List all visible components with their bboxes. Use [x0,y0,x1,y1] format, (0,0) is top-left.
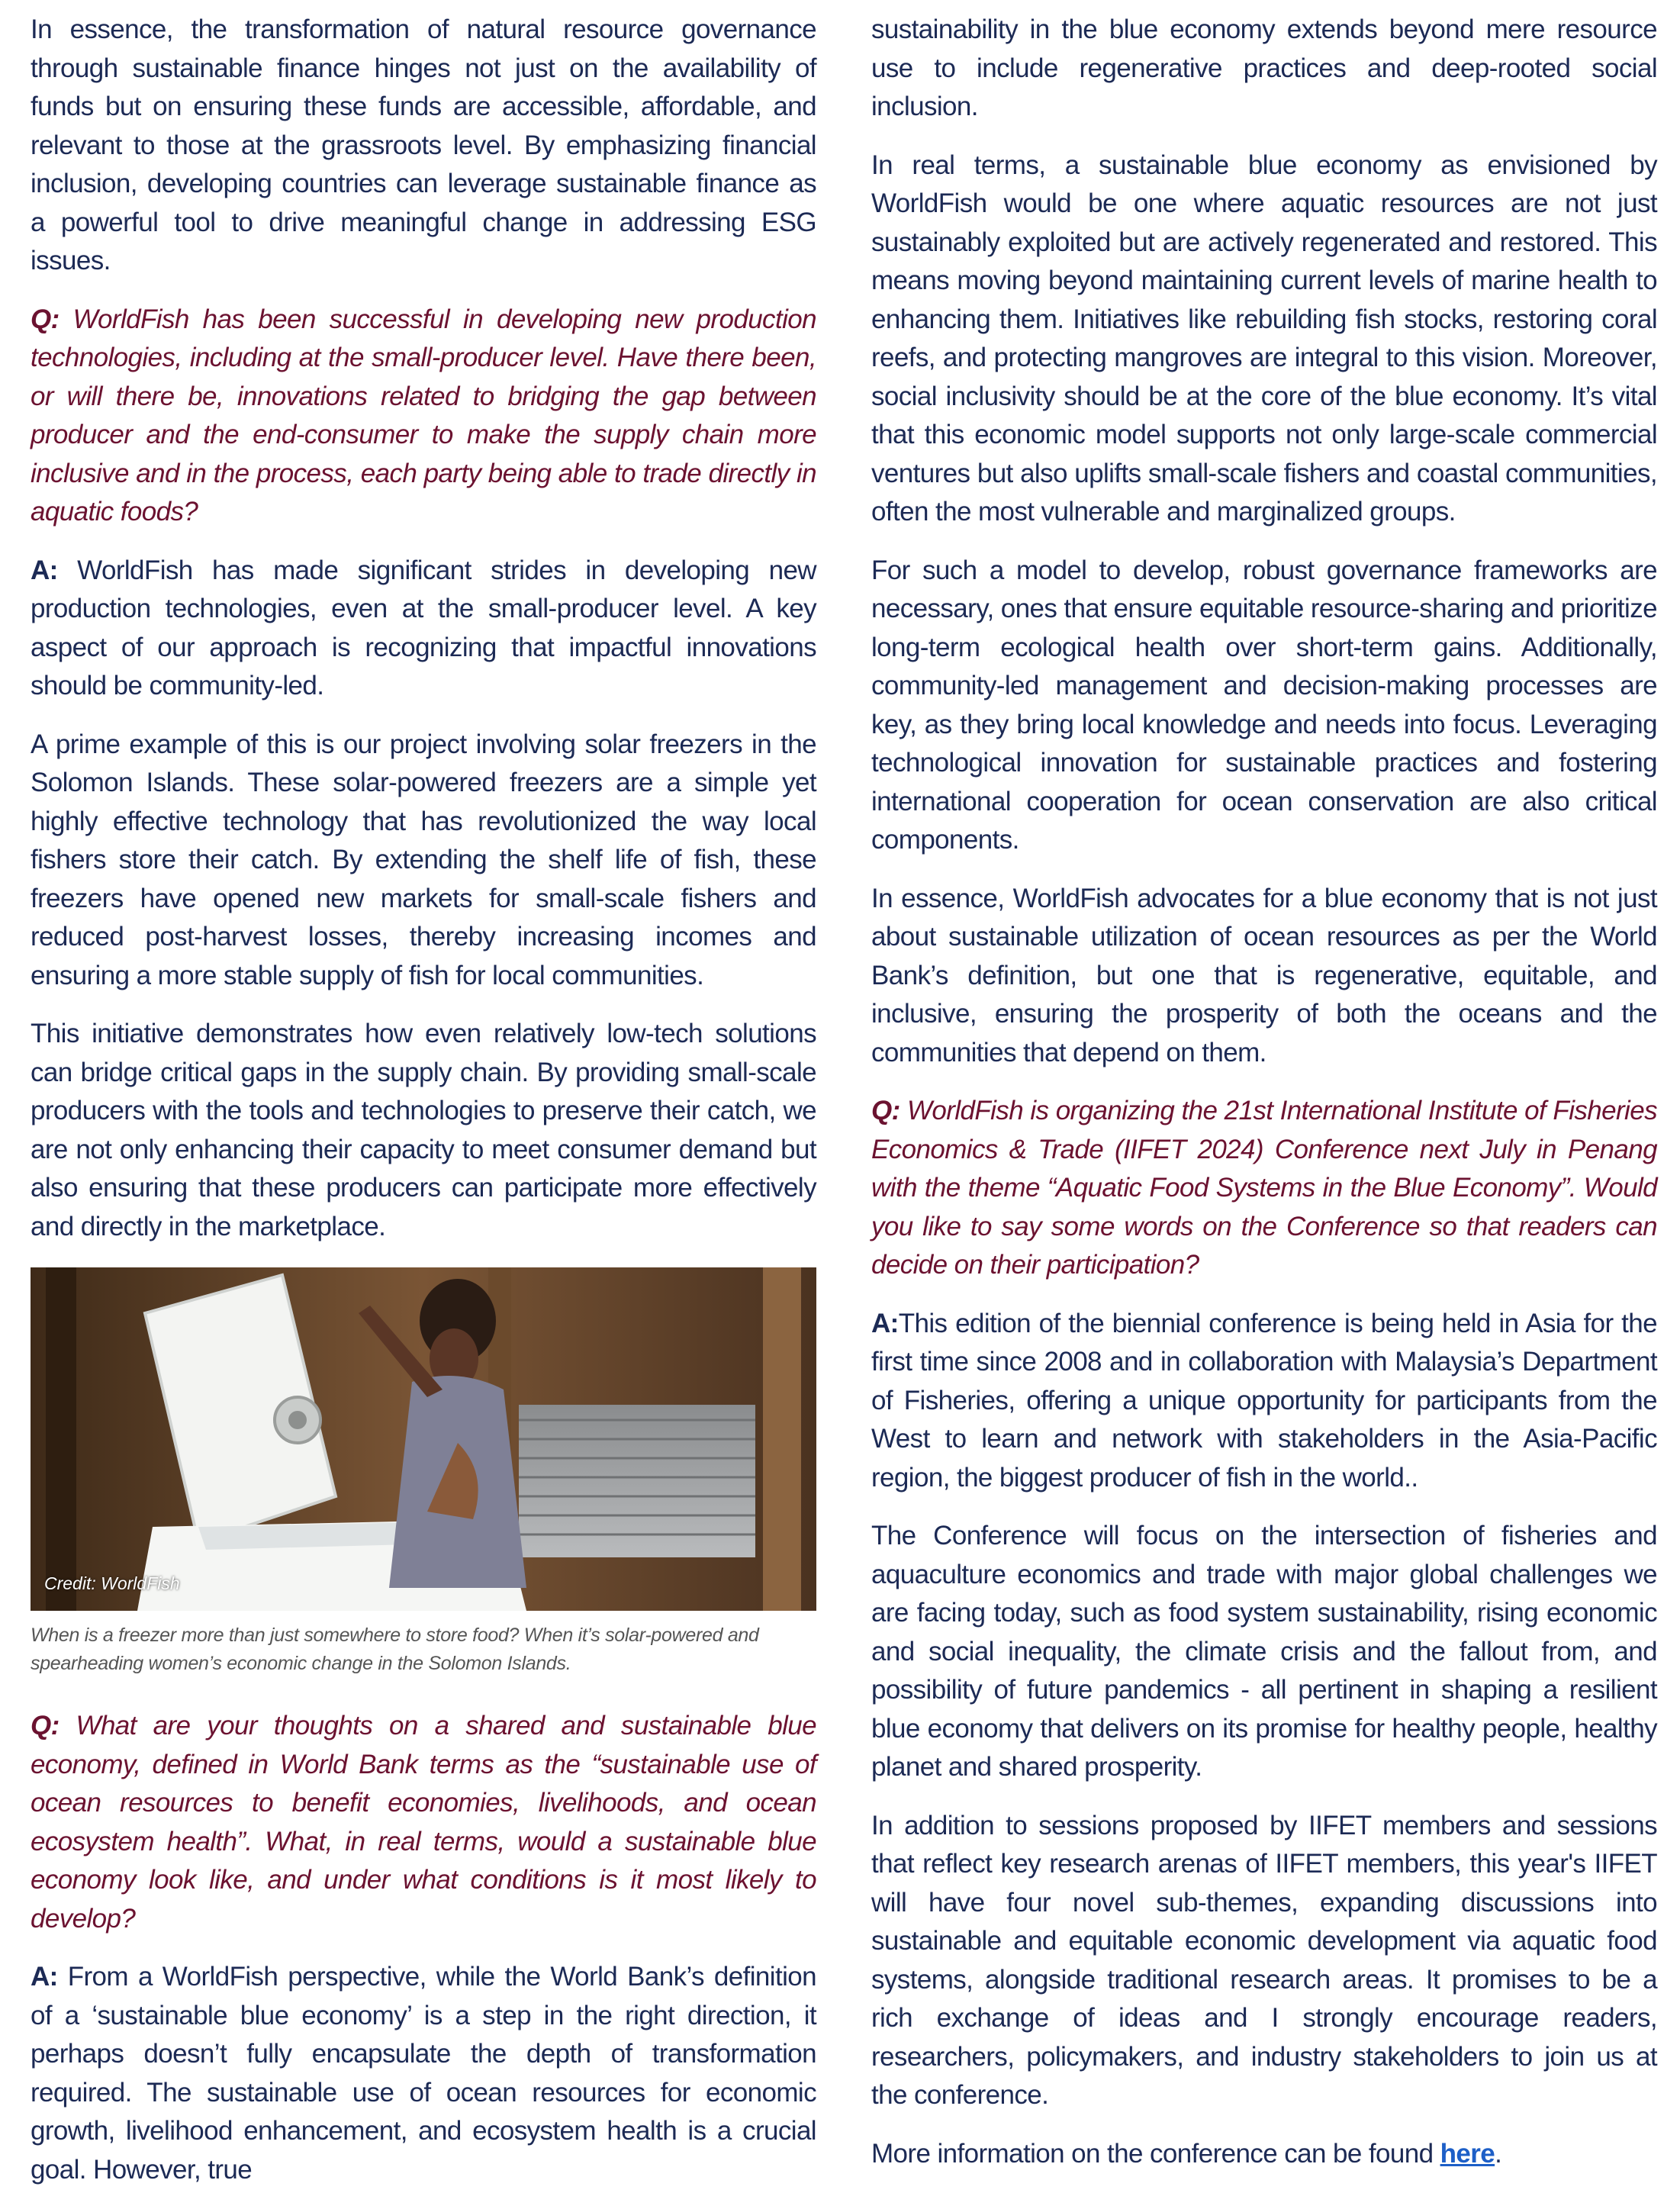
answer-paragraph [871,1305,1657,1498]
body-paragraph: A prime example of this is our project involving solar freezers in the Solomon Islands. These solar-powered freezers are a simple yet highly effective technology that has revolutionized the way local fishers store their catch. By extending the shelf life of fish, these freezers have opened new markets for small-scale fishers and reduced post-harvest losses, thereby increasing incomes and ensuring a more stable supply of fish for local communities. [31,729,816,990]
answer-marker: A: [31,555,58,585]
more-info-text: More information on the conference can be found [871,2138,1440,2169]
conference-info-link[interactable]: here [1440,2138,1495,2169]
body-paragraph: For such a model to develop, robust governance frameworks are necessary, ones that ensure equitable resource-sharing and prioritize long-term ecological health over short-term gains. Additionally, community-led management and decision-making processes are key, as they bring local knowledge and needs into focus. Leveraging technological innovation for sustainable practices and fostering international cooperation for ocean conservation are also critical components. [871,555,1657,855]
body-paragraph: In essence, WorldFish advocates for a blue economy that is not just about sustainable utilization of ocean resources as per the World Bank’s definition, but one that is regenerative, equitable, and inclusive, ensuring the prosperity of both the oceans and the communities that depend on them. [871,883,1657,1067]
answer-text: WorldFish has made significant strides in developing new production technologies, even at the small-producer level. A key aspect of our approach is recognizing that impactful innovations should be community-led. [31,555,816,700]
answer-marker: A: [31,1962,58,1992]
body-paragraph: In real terms, a sustainable blue economy as envisioned by WorldFish would be one where aquatic resources are not just sustainably exploited but are actively regenerated and restored. This means moving beyond maintaining current levels of marine health to enhancing them. Initiatives like rebuilding fish stocks, restoring coral reefs, and protecting mangroves are integral to this vision. Moreover, social inclusivity should be at the core of the blue economy. It’s vital that this economic model supports not only large-scale commercial ventures but also uplifts small-scale fishers and coastal communities, often the most vulnerable and marginalized groups. [871,150,1657,526]
right-column [871,11,1657,2193]
body-paragraph: In addition to sessions proposed by IIFET members and sessions that reflect key research arenas of IIFET members, this year's IIFET will have four novel sub-themes, expanding discussions into sustainable and equitable economic development via aquatic food systems, alongside traditional research areas. It promises to be a rich exchange of ideas and I strongly encourage readers, researchers, policymakers, and industry stakeholders to join us at the conference. [871,1810,1657,2110]
more-info-paragraph [871,2135,1657,2174]
question-text: WorldFish has been successful in developing new production technologies, including at the small-producer level. Have there been, or will there be, innovations related to bridging the gap between producer and the end-consumer to make the supply chain more inclusive and in the process, each party being able to trade directly in aquatic foods? [31,304,816,526]
answer-text: This edition of the biennial conference is being held in Asia for the first time since 2008 and in collaboration with Malaysia’s Department of Fisheries, offering a unique opportunity for participants from the West to learn and network with stakeholders in the Asia-Pacific region, the biggest producer of fish in the world.. [871,1308,1657,1493]
answer-paragraph [31,1958,816,2189]
question-marker: Q: [871,1096,900,1125]
question-text: What are your thoughts on a shared and sustainable blue economy, defined in World Bank terms as the “sustainable use of ocean resources to benefit economies, livelihoods, and ocean ecosystem health”. What, in real terms, would a sustainable blue economy look like, and under what conditions is it most likely to develop? [31,1711,816,1934]
solar-freezer-photo [31,1267,816,1611]
photo-illustration [31,1267,816,1611]
left-column [31,11,816,2209]
question-marker: Q: [31,304,60,334]
body-paragraph: In essence, the transformation of natural resource governance through sustainable finance hinges not just on the availability of funds but on ensuring these funds are accessible, affordable, and relevant to those at the grassroots level. By emphasizing financial inclusion, developing countries can leverage sustainable finance as a powerful tool to drive meaningful change in addressing ESG issues. [31,14,816,275]
answer-paragraph [31,552,816,706]
answer-marker: A: [871,1308,899,1338]
body-paragraph: sustainability in the blue economy extends beyond mere resource use to include regenerative practices and deep-rooted social inclusion. [871,14,1657,121]
question-paragraph [31,1707,816,1938]
body-paragraph: This initiative demonstrates how even relatively low-tech solutions can bridge critical gaps in the supply chain. By providing small-scale producers with the tools and technologies to preserve their catch, we are not only enhancing their capacity to meet consumer demand but also ensuring that these producers can participate more effectively and directly in the marketplace. [31,1019,816,1241]
photo-caption: When is a freezer more than just somewhere to store food? When it’s solar-powered and spearheading women’s economic change in the Solomon Islands. [31,1625,759,1674]
photo-credit: Credit: WorldFish [44,1573,180,1593]
question-marker: Q: [31,1711,60,1740]
body-paragraph: The Conference will focus on the intersection of fisheries and aquaculture economics and trade with major global challenges we are facing today, such as food system sustainability, rising economic and social inequality, the climate crisis and the fallout from, and possibility of future pandemics - all pertinent in shaping a resilient blue economy that delivers on its promise for healthy people, healthy planet and shared prosperity. [871,1521,1657,1782]
question-paragraph [871,1092,1657,1285]
more-info-end: . [1495,2138,1502,2169]
answer-text: From a WorldFish perspective, while the World Bank’s definition of a ‘sustainable blue economy’ is a step in the right direction, it perhaps doesn’t fully encapsulate the depth of transformation required. The sustainable use of ocean resources for economic growth, livelihood enhancement, and ecosystem health is a crucial goal. However, true [31,1962,816,2185]
question-paragraph [31,301,816,532]
question-text: WorldFish is organizing the 21st International Institute of Fisheries Economics & Trade (IIFET 2024) Conference next July in Penang with the theme “Aquatic Food Systems in the Blue Economy”. Would you like to say some words on the Conference so that readers can decide on their participation? [871,1096,1657,1280]
